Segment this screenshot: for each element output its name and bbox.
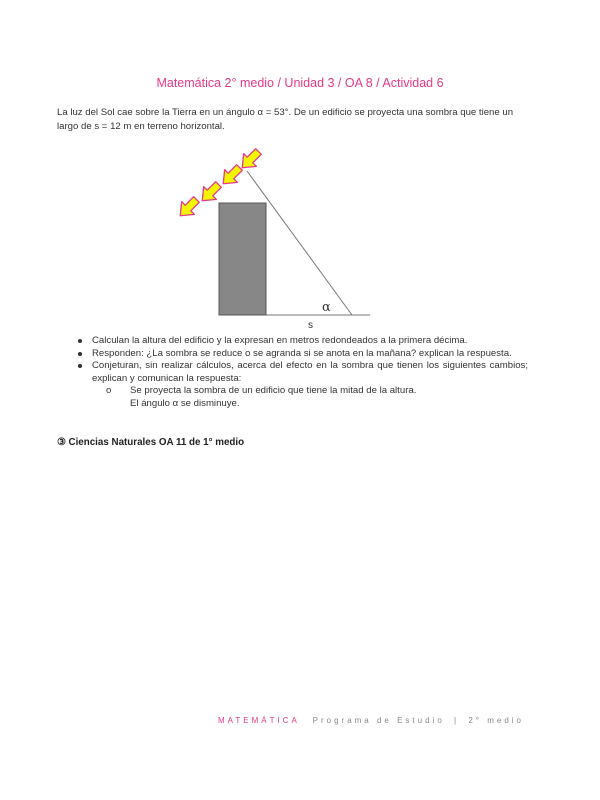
building: [219, 203, 266, 315]
sub-bullet-marker: o: [106, 385, 112, 396]
footer-grade: 2° medio: [468, 716, 524, 725]
page-footer: [218, 716, 524, 725]
list-item: Calculan la altura del edificio y la expresan en metros redondeados a la primera décima.: [78, 335, 528, 348]
sun-arrow-icon: [217, 161, 246, 190]
intro-paragraph: [57, 106, 527, 134]
section-heading: ③ Ciencias Naturales OA 11 de 1° medio: [57, 437, 245, 448]
page-title: Matemática 2° medio / Unidad 3 / OA 8 / Actividad 6: [156, 76, 444, 90]
task-list: [78, 335, 528, 410]
footer-divider: |: [454, 716, 460, 725]
footer-program: Programa de Estudio: [312, 716, 445, 725]
alpha-label: α: [322, 300, 331, 315]
sub-list-item: o Se proyecta la sombra de un edificio que tiene la mitad de la altura.: [106, 385, 417, 396]
footer-brand: MATEMÁTICA: [217, 716, 300, 725]
sun-arrow-icon: [174, 193, 203, 222]
s-label: s: [308, 320, 313, 331]
shadow-diagram: [170, 144, 370, 334]
intro-text: La luz del Sol cae sobre la Tierra en un ángulo α = 53°. De un edificio se proyecta una sombra que tiene un largo de s = 12 m en terreno horizontal.: [57, 107, 514, 132]
list-item: Conjeturan, sin realizar cálculos, acerca del efecto en la sombra que tienen los siguientes cambios; explican y comunican la respuesta: o Se proyecta la sombra de un edificio que tiene la mitad de la altura. El ángulo α se disminuye.: [78, 360, 528, 410]
list-item: Responden: ¿La sombra se reduce o se agranda si se anota en la mañana? explican la respuesta.: [78, 348, 528, 361]
sub-list: [92, 385, 528, 410]
sub-list-item: El ángulo α se disminuye.: [130, 397, 240, 409]
